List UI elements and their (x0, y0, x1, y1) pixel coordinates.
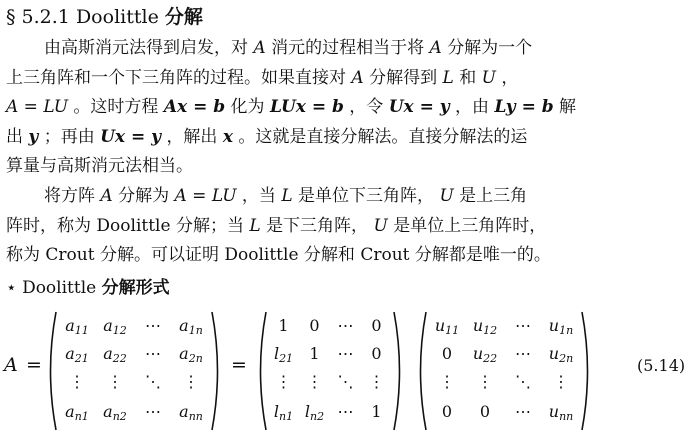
right-paren (392, 310, 406, 432)
matrix-u-cell: ⋯ (515, 402, 531, 421)
para1-line3: A = LU 。这时方程 Ax = b 化为 LUx = b ，令 Ux = y ，由 Ly = b 解 (6, 97, 577, 117)
subheading (6, 276, 170, 300)
paragraph-doolittle-crout (6, 182, 600, 271)
matrix-u-cell: $u_{2n}$ (548, 344, 574, 365)
matrix-a-cell: $a_{n1}$ (65, 402, 89, 423)
matrix-a-cell: ⋯ (145, 344, 161, 363)
para2-line3: 称为 Crout 分解。可以证明 Doolittle 分解和 Crout 分解都是唯一的。 (6, 245, 551, 265)
matrix-u (414, 310, 594, 432)
matrix-a-cell: $a_{11}$ (65, 316, 89, 337)
section-heading (6, 5, 203, 29)
left-paren (44, 310, 58, 432)
right-paren (580, 310, 594, 432)
matrix-a-cell: $a_{1n}$ (179, 316, 203, 337)
matrix-a-cell: ⋱ (145, 372, 161, 391)
equals-sign-2: = (231, 354, 247, 376)
matrix-a-cell: $a_{2n}$ (179, 344, 203, 365)
matrix-u-cell: $u_{nn}$ (548, 402, 574, 423)
para2-line2: 阵时，称为 Doolittle 分解；当 L 是下三角阵， U 是单位上三角阵时， (6, 215, 547, 236)
matrix-l-cell: ⋯ (337, 316, 354, 335)
matrix-a-cell: $a_{nn}$ (179, 402, 203, 423)
matrix-a-cell: ⋯ (145, 402, 161, 421)
matrix-a (44, 310, 224, 432)
matrix-u-cell: $u_{22}$ (472, 344, 498, 365)
matrix-u-cell: $u_{12}$ (472, 316, 498, 337)
matrix-a-cell: $a_{22}$ (103, 344, 127, 365)
matrix-a-cell: $a_{n2}$ (103, 402, 127, 423)
matrix-l-cell: ⋯ (337, 344, 354, 363)
section-number: 5.2.1 (21, 6, 70, 28)
matrix-u-cell: ⋮ (439, 372, 455, 391)
matrix-u-cell: 0 (441, 402, 453, 421)
subheading-title-cjk: 分解形式 (101, 278, 170, 298)
star-icon: ⋆ (6, 278, 17, 298)
right-paren (210, 310, 224, 432)
para1-line1: 由高斯消元法得到启发，对 A 消元的过程相当于将 A 分解为一个 (44, 38, 533, 58)
matrix-l-cell: ⋮ (306, 372, 323, 391)
matrix-a-cell: ⋯ (145, 316, 161, 335)
matrix-u-cell: $u_{1n}$ (548, 316, 574, 337)
para2-line1: 将方阵 A 分解为 A = LU ，当 L 是单位下三角阵， U 是上三角 (44, 186, 528, 206)
matrix-u-cell: ⋮ (477, 372, 493, 391)
left-paren (254, 310, 268, 432)
left-paren (414, 310, 428, 432)
matrix-l-cell: ⋯ (337, 402, 354, 421)
matrix-l-cell: 1 (309, 344, 320, 363)
matrix-u-cell: $u_{11}$ (434, 316, 460, 337)
matrix-l-cell: 1 (278, 316, 289, 335)
matrix-a-cell: $a_{12}$ (103, 316, 127, 337)
para1-line4: 出 y ；再由 Ux = y ，解出 x 。这就是直接分解法。直接分解法的运 (6, 126, 528, 147)
paragraph-intro (6, 34, 600, 182)
matrix-a-cell: ⋮ (107, 372, 123, 391)
equation-lhs: A (4, 354, 18, 376)
matrix-l-cell: ⋱ (337, 372, 354, 391)
matrix-l-cell: 0 (371, 344, 382, 363)
section-name: Doolittle (75, 6, 159, 28)
matrix-u-cell: 0 (479, 402, 491, 421)
equation-number: (5.14) (637, 356, 686, 375)
subheading-name: Doolittle (22, 278, 97, 298)
matrix-u-cell: ⋮ (553, 372, 569, 391)
matrix-l-cell: ⋮ (275, 372, 292, 391)
matrix-l-cell: $l_{n1}$ (273, 402, 294, 423)
matrix-l-cell: 0 (371, 316, 382, 335)
matrix-l (254, 310, 406, 432)
matrix-l-cell: 1 (371, 402, 382, 421)
matrix-u-cell: ⋯ (515, 344, 531, 363)
matrix-l-cell: ⋮ (368, 372, 385, 391)
matrix-a-cell: ⋮ (183, 372, 199, 391)
matrix-u-cell: ⋱ (515, 372, 531, 391)
matrix-l-cell: $l_{21}$ (273, 344, 294, 365)
section-symbol: § (6, 6, 16, 28)
para1-line5: 算量与高斯消元法相当。 (6, 156, 193, 176)
equals-sign-1: = (26, 354, 42, 376)
matrix-u-cell: ⋯ (515, 316, 531, 335)
matrix-l-cell: 0 (309, 316, 320, 335)
matrix-u-cell: 0 (441, 344, 453, 363)
matrix-a-cell: ⋮ (69, 372, 85, 391)
section-title-cjk: 分解 (164, 6, 203, 28)
matrix-a-cell: $a_{21}$ (65, 344, 89, 365)
para1-line2: 上三角阵和一个下三角阵的过程。如果直接对 A 分解得到 L 和 U ， (6, 67, 519, 88)
matrix-l-cell: $l_{n2}$ (304, 402, 325, 423)
